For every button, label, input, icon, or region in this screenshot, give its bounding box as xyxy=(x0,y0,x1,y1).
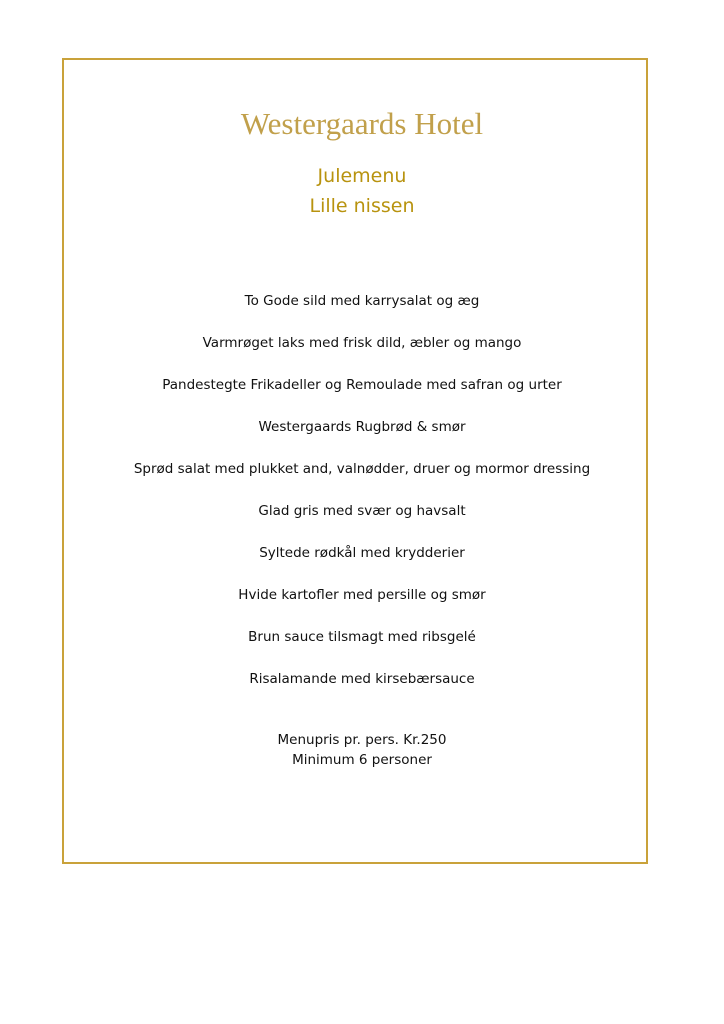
menu-item: Risalamande med kirsebærsauce xyxy=(249,671,475,687)
menu-item: Syltede rødkål med krydderier xyxy=(259,545,465,561)
menu-item: Varmrøget laks med frisk dild, æbler og mango xyxy=(202,335,522,351)
menu-subtitle: Lille nissen xyxy=(309,195,415,217)
menu-item: Hvide kartofler med persille og smør xyxy=(238,587,486,603)
menu-item: Westergaards Rugbrød & smør xyxy=(258,419,466,435)
menu-item: Brun sauce tilsmagt med ribsgelé xyxy=(248,629,476,645)
menu-item: Sprød salat med plukket and, valnødder, druer og mormor dressing xyxy=(133,461,591,477)
menu-item: To Gode sild med karrysalat og æg xyxy=(244,293,480,309)
menu-title: Julemenu xyxy=(317,165,407,187)
price-info xyxy=(0,730,724,770)
menu-items-list xyxy=(0,290,724,710)
menu-item: Glad gris med svær og havsalt xyxy=(258,503,466,519)
price-line: Menupris pr. pers. Kr.250 xyxy=(277,732,447,748)
menu-item: Pandestegte Frikadeller og Remoulade med safran og urter xyxy=(162,377,562,393)
minimum-persons-line: Minimum 6 personer xyxy=(292,752,432,768)
hotel-name: Westergaards Hotel xyxy=(240,106,484,141)
